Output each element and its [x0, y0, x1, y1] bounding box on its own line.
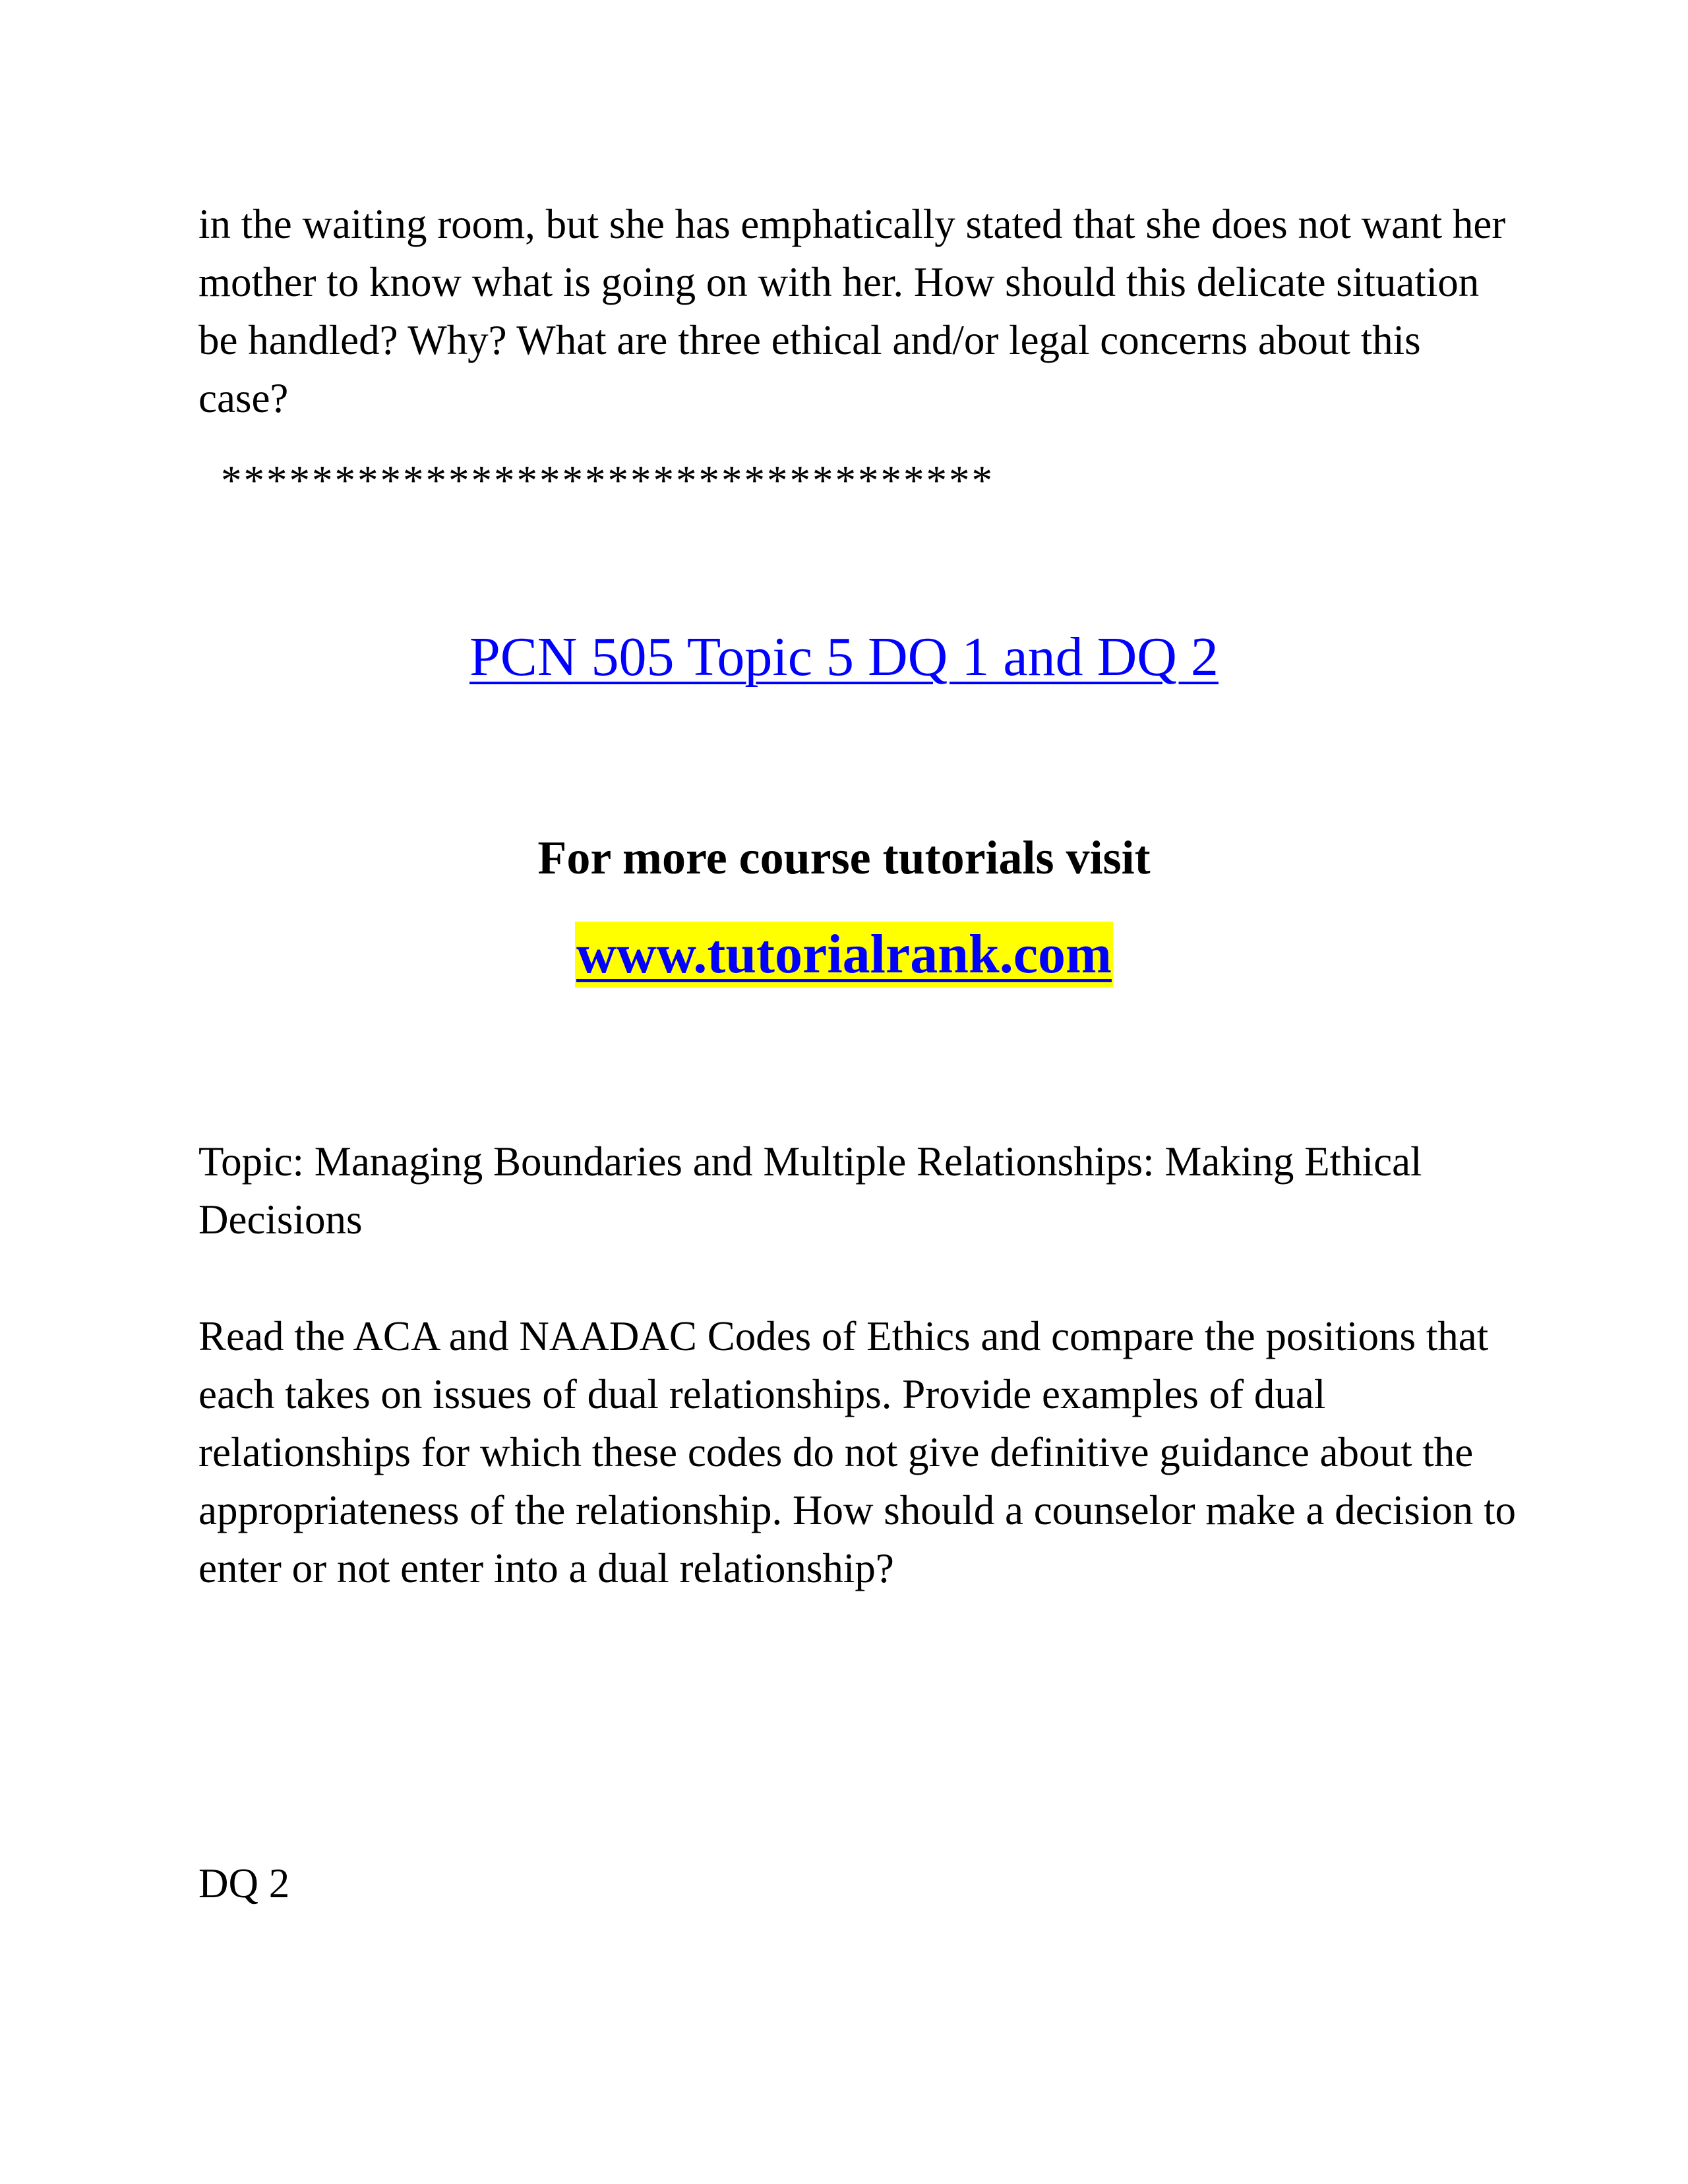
asterisk-separator: ********************************** [221, 457, 994, 504]
topic-paragraph: Topic: Managing Boundaries and Multiple Relationships: Making Ethical Decisions [198, 1138, 1422, 1243]
url-container [0, 922, 1688, 988]
dq1-question-paragraph: Read the ACA and NAADAC Codes of Ethics and compare the positions that each takes on issues of dual relationships. Provide examples of dual relationships for which these codes do not give definitive guidance about the appropriateness of the relationship. How should a counselor make a decision to enter or not enter into a dual relationship? [198, 1313, 1516, 1591]
dq2-heading: DQ 2 [198, 1860, 290, 1906]
visit-prompt-text: For more course tutorials visit [537, 831, 1151, 884]
tutorial-site-link[interactable]: www.tutorialrank.com [575, 922, 1113, 988]
course-title-link[interactable]: PCN 505 Topic 5 DQ 1 and DQ 2 [469, 626, 1219, 688]
continued-question-paragraph: in the waiting room, but she has emphatically stated that she does not want her mother to know what is going on with her. How should this delicate situation be handled? Why? What are three ethical and/or legal concerns about this case? [198, 201, 1506, 421]
